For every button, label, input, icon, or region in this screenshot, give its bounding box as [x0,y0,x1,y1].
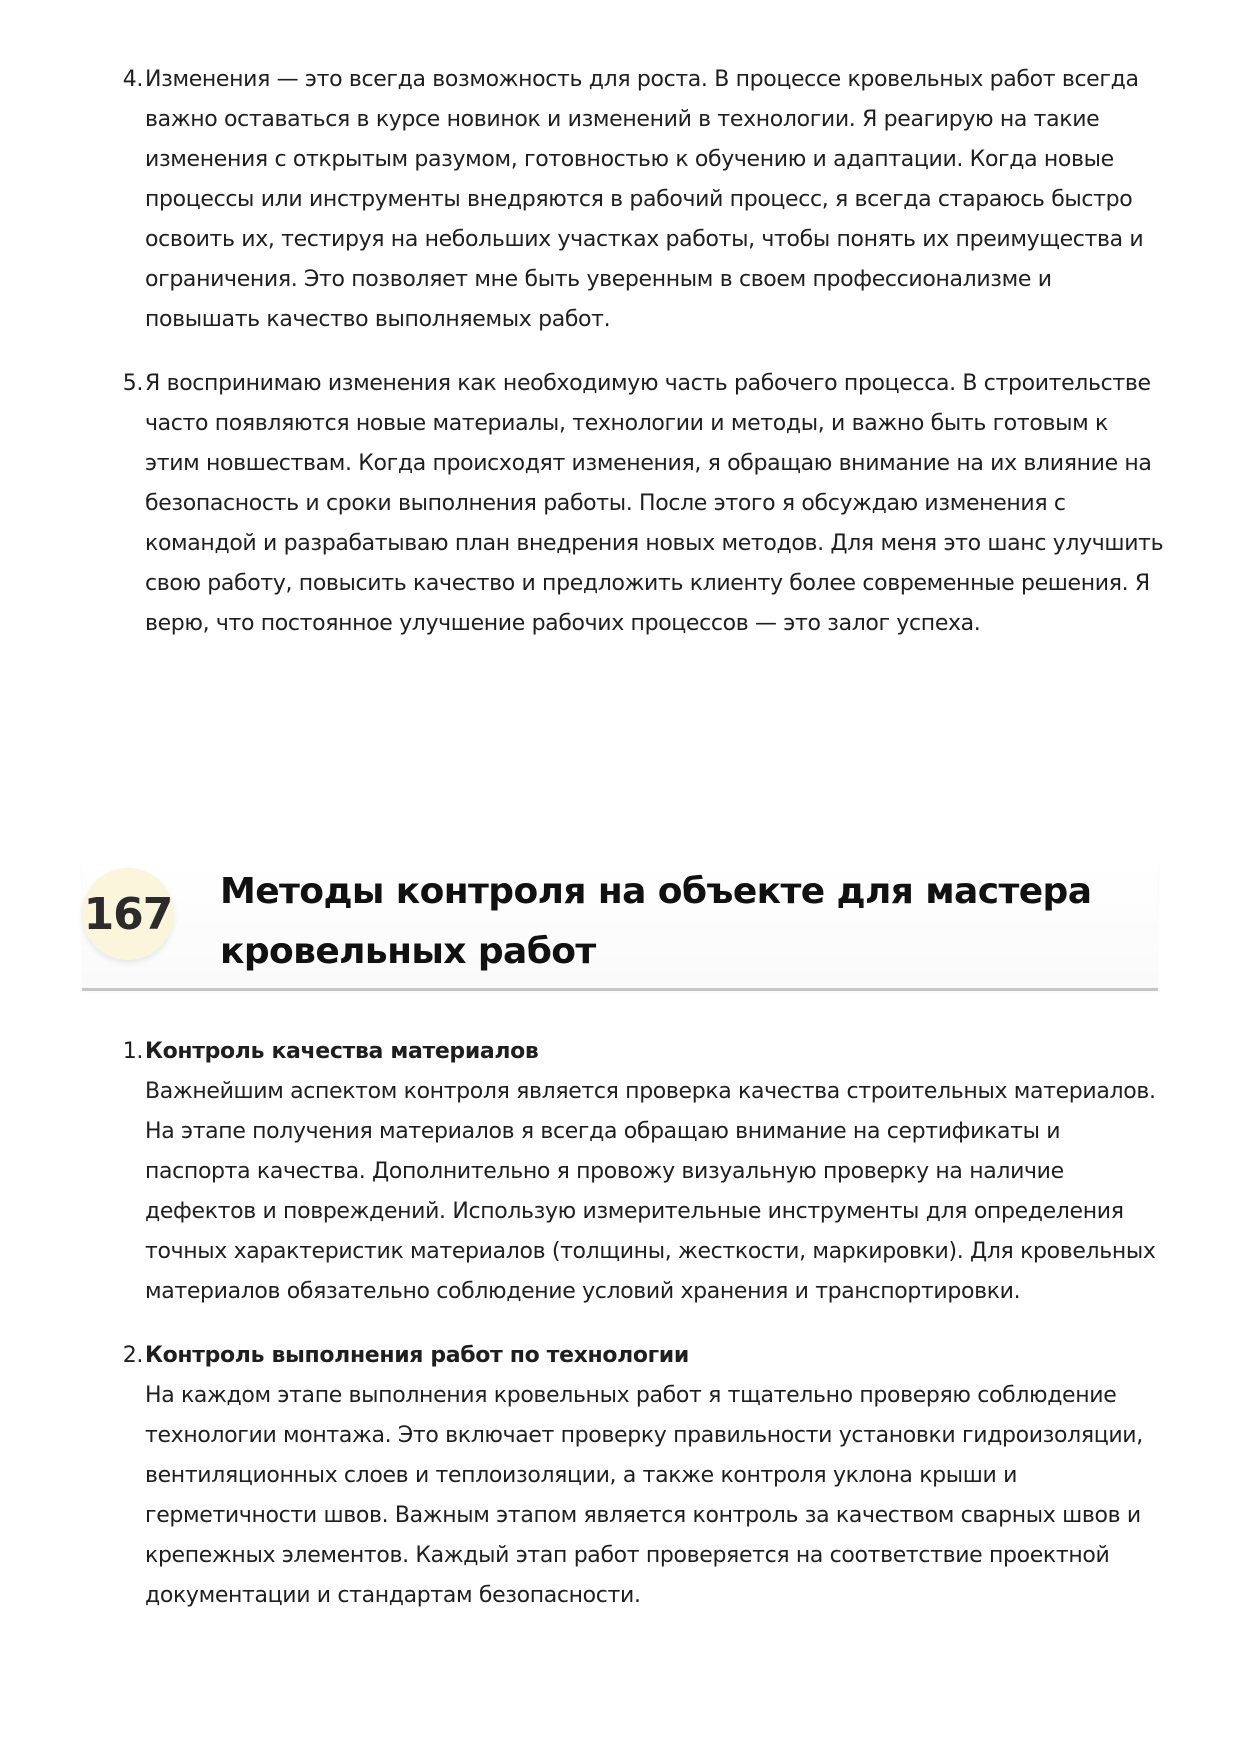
list-item [122,1336,1165,1616]
list-item-number: 1. [122,1039,143,1064]
list-item-text: Я воспринимаю изменения как необходимую часть рабочего процесса. В строительстве часто появляются новые материалы, технологии и методы, и важно быть готовым к этим новшествам. Когда происходят изменения, я обращаю внимание на их влияние на безопасность и сроки выполнения работы. После этого я обсуждаю изменения с командой и разрабатываю план внедрения новых методов. Для меня это шанс улучшить свою работу, повысить качество и предложить клиенту более современные решения. Я верю, что постоянное улучшение рабочих процессов — это залог успеха. [145,371,1164,636]
list-item-number: 4. [122,67,143,92]
section-header [82,862,1158,991]
list-item-title: Контроль качества материалов [145,1039,539,1064]
list-item-text: Изменения — это всегда возможность для роста. В процессе кровельных работ всегда важно оставаться в курсе новинок и изменений в технологии. Я реагирую на такие изменения с открытым разумом, готовностью к обучению и адаптации. Когда новые процессы или инструменты внедряются в рабочий процесс, я всегда стараюсь быстро освоить их, тестируя на небольших участках работы, чтобы понять их преимущества и ограничения. Это позволяет мне быть уверенным в своем профессионализме и повышать качество выполняемых работ. [145,67,1144,332]
numbered-list-top [122,60,1165,668]
list-item-text: На каждом этапе выполнения кровельных работ я тщательно проверяю соблюдение технологии монтажа. Это включает проверку правильности установки гидроизоляции, вентиляционных слоев и теплоизоляции, а также контроля уклона крыши и герметичности швов. Важным этапом является контроль за качеством сварных швов и крепежных элементов. Каждый этап работ проверяется на соответствие проектной документации и стандартам безопасности. [145,1383,1143,1608]
list-item-number: 5. [122,371,143,396]
list-item-title: Контроль выполнения работ по технологии [145,1343,689,1368]
list-item-number: 2. [122,1343,143,1368]
section-number-badge: 167 [82,868,174,960]
list-item-text: Важнейшим аспектом контроля является проверка качества строительных материалов. На этапе получения материалов я всегда обращаю внимание на сертификаты и паспорта качества. Дополнительно я провожу визуальную проверку на наличие дефектов и повреждений. Использую измерительные инструменты для определения точных характеристик материалов (толщины, жесткости, маркировки). Для кровельных материалов обязательно соблюдение условий хранения и транспортировки. [145,1079,1156,1304]
list-item [122,364,1165,644]
list-item [122,1032,1165,1312]
list-item [122,60,1165,340]
section-title: Методы контроля на объекте для мастера кровельных работ [220,871,1092,972]
numbered-list-bottom [122,1032,1165,1640]
